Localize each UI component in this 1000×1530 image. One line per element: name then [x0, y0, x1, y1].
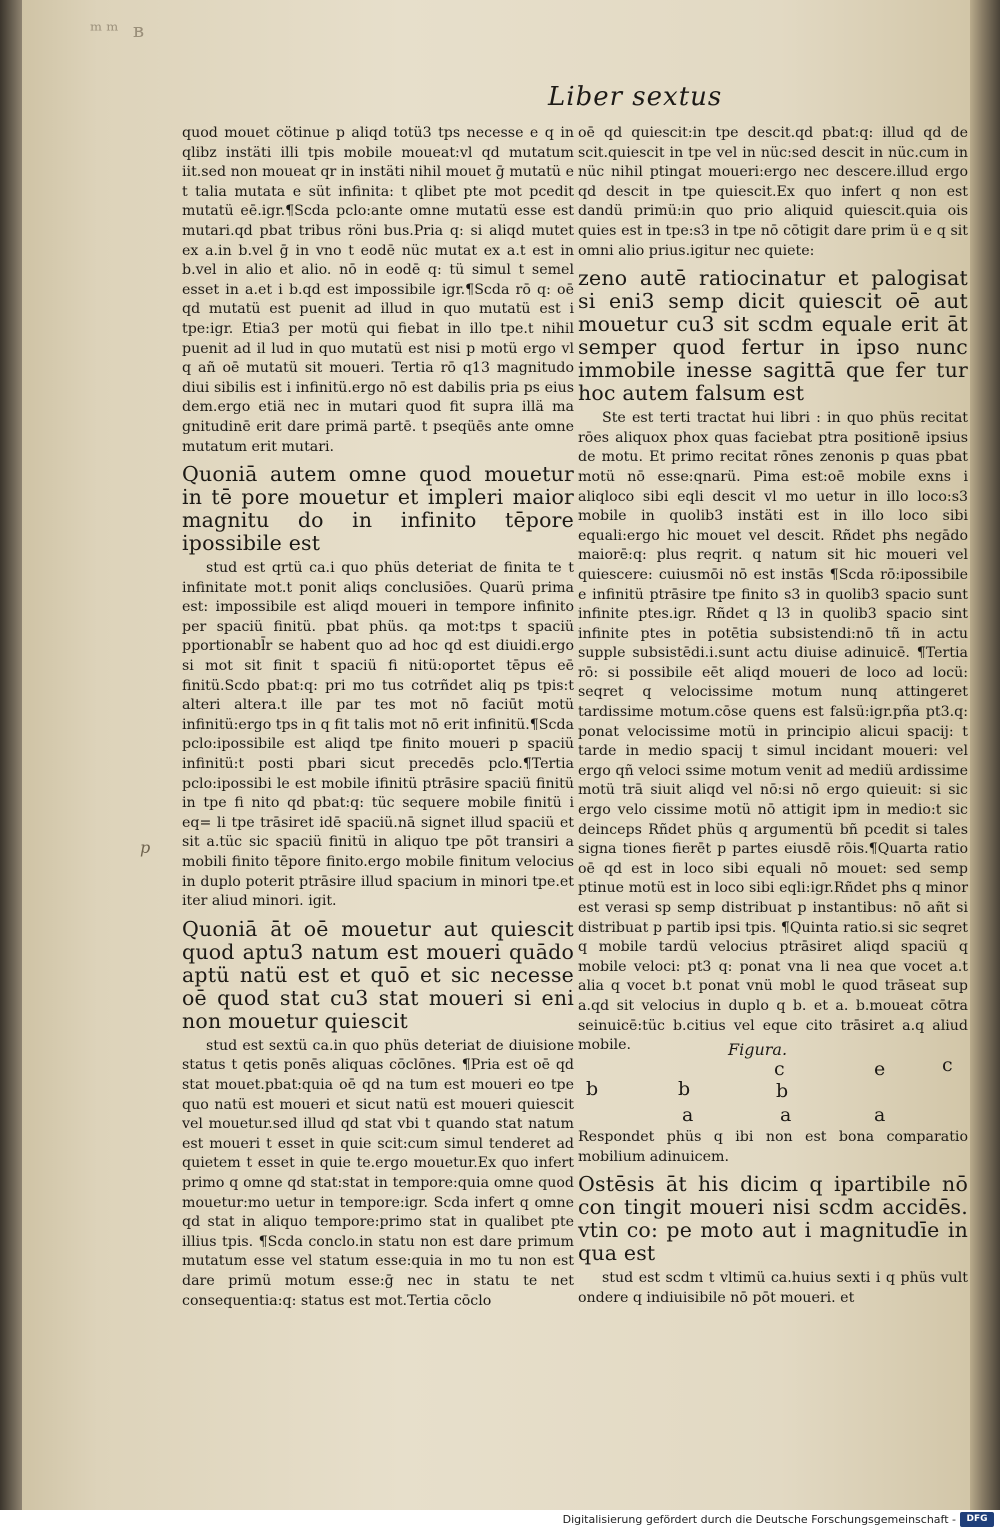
dfg-logo: DFG [960, 1512, 994, 1527]
figure-title: Figura. [728, 1040, 788, 1059]
figure-diagram [578, 1040, 968, 1130]
left-lemma-2: Quoniā āt oē mouetur aut quiescit quod aptu3 natum est moueri quādo aptü natü est et quō et sic necesse oē quod stat cu3 stat moueri si eni non mouetur quiescit [182, 916, 574, 1033]
margin-note: p [140, 838, 151, 857]
running-head: Liber sextus [548, 82, 723, 112]
figure-letter: a [874, 1104, 886, 1126]
page-edge [970, 0, 1000, 1510]
left-para-1: quod mouet cötinue p aliqd totü3 tps necesse e q in qlibz instäti illi tpis mobile moueat:vl qd mutatum iit.sed non moueat qr in instäti nihil mouet ḡ mutatü e t talia mutata e süt infinita: t qlibet pte mot pcedit mutatü eē.igr.¶Scda pclo:ante omne mutatü esse est mutari.qd pbat tribus röni bus.Pria q: si aliqd mutet ex a.in b.vel ḡ in vno t eodē nüc mutat ex a.t est in b.vel in alio et alio. nō in eodē q: tü simul t semel esset in a.et i b.qd est impossibile igr.¶Scda rō q: oē qd mutatü est puenit ad illud in quo mutatü est i tpe:igr. Etia3 per motü qui fiebat in illo tpe.t nihil puenit ad il lud in quo mutatü est nisi p motü ergo vl q añ oē mutatü sit moueri. Tertia rō q13 magnitudo diui sibilis est i infinitü.ergo nō est dabilis pria ps eius dem.ergo etiä nec in mutari quod fit supra illä ma gnitudinē erit dare primä partē. t pseqüēs ante omne mutatum erit mutari. [182, 125, 574, 455]
figure-letter: b [678, 1078, 691, 1100]
right-lemma-1: zeno autē ratiocinatur et palogisat si eni3 semp dicit quiescit oē aut mouetur cu3 sit scdm equale erit āt semper quod fertur in ipso nunc immobile inesse sagittā que fer tur hoc autem falsum est [578, 266, 968, 406]
figure-letter: e [874, 1058, 886, 1080]
figure-letter: a [682, 1104, 694, 1126]
figure-letter: b [586, 1078, 599, 1100]
right-para-4: stud est scdm t vltimü ca.huius sexti i q phüs vult ondere q indiuisibile nō pōt moueri. et [578, 1270, 968, 1306]
right-para-1: oē qd quiescit:in tpe descit.qd pbat:q: illud qd de scit.quiescit in tpe vel in nüc:sed descit in nüc.cum in nüc nihil ptingat moueri:ergo nec descere.illud ergo qd descit in tpe quiescit.Ex quo infert q non est dandü primü:in quo prio aliquid quiescit.quia ois quies est in tpe:s3 in tpe nō cōtigit dare prim ü e q sit omni alio prius.igitur nec quiete: [578, 125, 968, 259]
left-para-3: stud est sextü ca.in quo phüs deteriat de diuisione status t qetis ponēs aliquas cōclōnes. ¶Pria est oē qd stat mouet.pbat:quia oē qd na tum est moueri eo tpe quo natü est moueri et sicut natü est moueri quiescit vel mouetur.sed illud qd stat vbi t quando stat natum est moueri t esset in quie scit:cum simul tenderet ad quietem t esset in quie te.ergo mouetur.Ex quo infert primo q omne qd stat:stat in tempore:quia omne quod mouetur:mo uetur in tempore:igr. Scda infert q omne qd stat in aliquo tempore:primo stat in qualibet pte illius tpis. ¶Scda conclo.in statu non est dare primum mutatum esse vel statum esse:quia in mo tu non est dare primü motum esse:ḡ nec in statu te net consequentia:q: status est mot.Tertia cōclo [182, 1037, 574, 1309]
top-stain: ᵐᵐ ʙ [90, 18, 149, 42]
footer-bar [0, 1510, 1000, 1530]
left-para-2: stud est qrtü ca.i quo phüs deteriat de finita te t infinitate mot.t ponit aliqs conclusiōes. Quarü prima est: impossibile est aliqd moueri in tempore infinito per spaciü finitü. pbat phüs. qa mot:tps t spaciü pportionabl̄r se habent quo ad hoc qd est diuidi.ergo si mot sit finit t spaciü fi nitü:oportet tēpus eē finitü.Scdo pbat:q: pri mo tus cotrñdet aliq ps tpis:t alteri altera.t ille par tes mot nō faciūt motü infinitü:ergo tps in q fit talis mot nō erit infinitü.¶Scda pclo:ipossibile est aliqd tpe finito moueri p spaciü infinitü:t posti pbari sicut precedēs pclo.¶Tertia pclo:ipossibi le est mobile ifinitü ptrāsire spaciü finitü in tpe fi nito qd pbat:q: tüc sequere mobile finitü i eq= li tpe trāsiret idē spaciü.nā signet illud spaciü et sit a.tüc sic spaciü finitü in aliquo tpe pōt transiri a mobili finito tēpore finito.ergo mobile finitum velocius in duplo poterit ptrāsire illud spacium in minori tpe.et iter aliud minori. igit. [182, 560, 574, 910]
left-column [182, 124, 574, 1311]
right-para-3: Respondet phüs q ibi non est bona comparatio mobilium adinuicem. [578, 1129, 968, 1165]
right-column [578, 124, 968, 1056]
figure-letter: c [774, 1058, 785, 1080]
figure-letter: b [776, 1080, 789, 1102]
footer-credit: Digitalisierung gefördert durch die Deutsche Forschungsgemeinschaft - [562, 1513, 956, 1526]
figure-letter: c [942, 1054, 953, 1076]
right-para-2: Ste est terti tractat hui libri : in quo phüs recitat rōes aliquox phox quas faciebat ptra positionē ipsius de motu. Et primo recitat rōnes zenonis p quas pbat motü nō esse:qnarü. Pima est:oē mobile exns i aliqloco sibi eqli descit vl mo uetur in illo loco:s3 mobile in quolib3 instäti est in illo loco sibi equali:ergo hic mouet vel descit. Rñdet phs negādo maiorē:q: plus reqrit. q natum sit hic moueri vel quiescere: cuiusmōi nō est instās ¶Scda rō:ipossibile e infinitü ptrāsire tpe finito s3 in quolib3 spacio sunt infinite ptes.igr. Rñdet q l3 in quolib3 spacio sint infinite ptes in potētia subsistendi:nō tñ in actu supple subsistēdi.i.sunt actu diuise adinuicē. ¶Tertia rō: si possibile eēt aliqd moueri de loco ad locü: seqret q velocissime motum nunq attingeret tardissime motum.cōse quens est falsü:igr.pña pt3.q: ponat velocissime motü in principio alicui spacij: t tarde in medio spacij t simul incidant moueri: vel ergo qñ veloci ssime motum venit ad mediü ardissime motü trā siuit aliqd vel nō:si nō ergo quieuit: si sic ergo velo cissime motü nō attigit ipm in medio:t sic deinceps Rñdet phüs q argumentü bñ pcedit si tales signa tiones fierēt p partes eiusdē rōis.¶Quarta ratio oē qd est in loco sibi equali nō mouet: sed semp ptinue motü est in loco sibi eqli:igr.Rñdet phs q minor est verasi sp semp distribuat p instantibus: nō añt si distribuat p partib ipsi tpis. ¶Quinta ratio.si sic seqret q mobile tardü velocius ptrāsiret aliqd spaciü q mobile veloci: pt3 q: ponat vna li nea que vocet a.t alia q vocet b.t ponat vnü mobl le quod trāseat sup a.qd sit velocius in duplo q b. et a. b.moueat cōtra seinuicē:tüc b.citius vel eque cito trāsiret a.q aliud mobile. [578, 410, 968, 1054]
right-lemma-2: Ostēsis āt his dicim q ipartibile nō con tingit moueri nisi scdm accidēs. vtin co: pe moto aut i magnitudīe in qua est [578, 1172, 968, 1266]
book-gutter [0, 0, 22, 1510]
left-lemma-1: Quoniā autem omne quod mouetur in tē pore mouetur et impleri maior magnitu do in infinito tēpore ipossibile est [182, 462, 574, 556]
right-column-continued [578, 1128, 968, 1308]
figure-letter: a [780, 1104, 792, 1126]
